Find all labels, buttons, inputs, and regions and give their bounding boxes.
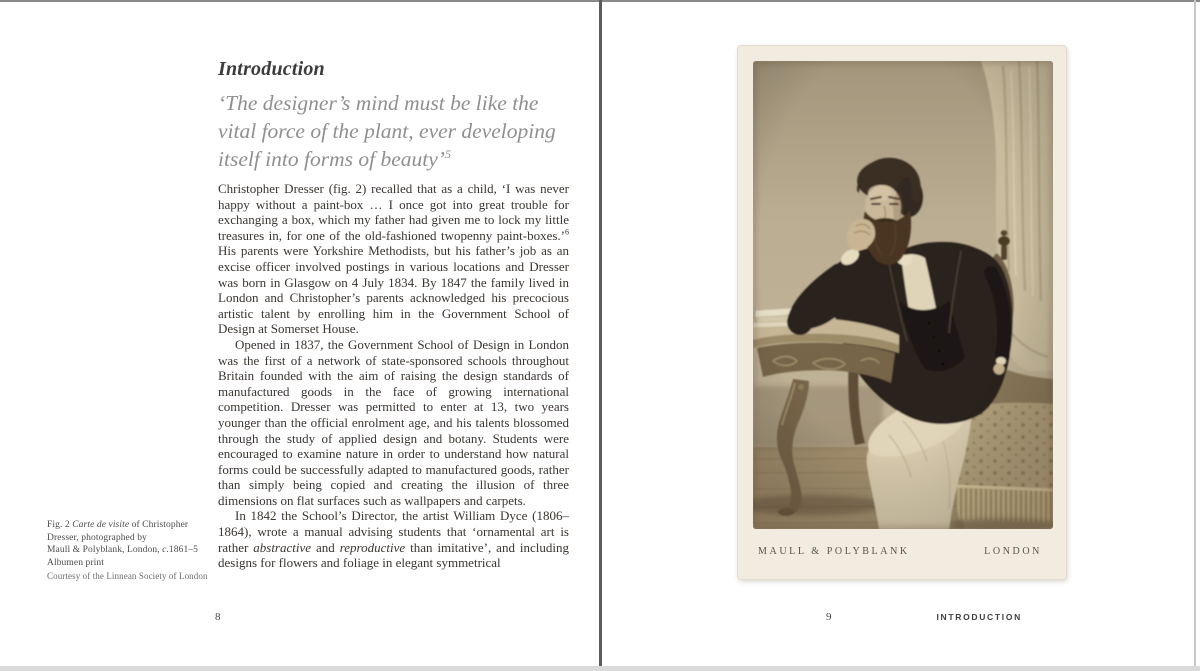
scan-bottom-edge [0,666,1200,671]
caption-text: 1861–5 [168,545,199,556]
running-footer: INTRODUCTION [936,612,1022,622]
caption-italic: c. [162,545,169,556]
carte-de-visite-card [738,46,1066,579]
figure-caption [47,519,217,583]
paragraph: Opened in 1837, the Government School of Design in London was the first of a network of state-sponsored schools throughout Britain founded with the aim of raising the design standards of manufactured goods in the face of growing international competition. Dresser was permitted to enter at 13, two years younger than the official enrolment age, and his talents blossomed through the study of applied design and botany. Students were encouraged to examine nature in order to understand how natural forms could be successfully adapted to manufactured goods, rather than simply being copied and creating the illusion of three dimensions on flat surfaces such as wallpapers and carpets. [218,336,569,508]
caption-text: Fig. 2 [47,520,73,530]
photographer-imprint [758,546,1042,557]
paragraph-text: In 1842 the School’s Director, the artist William Dyce (1806–1864), wrote a manual advising students that ‘ornamental art is rather [218,508,569,555]
page-gutter-line [599,0,602,666]
body-text [218,181,569,571]
italic-term: abstractive [253,539,312,555]
portrait-photo [753,61,1053,529]
quote-line-text: itself into forms of beauty’ [218,147,445,171]
paragraph [218,181,569,337]
caption-line [47,519,217,532]
caption-line: Dresser, photographed by [47,532,147,543]
caption-italic: Carte de visite [72,520,130,530]
imprint-city: LONDON [984,546,1042,557]
paragraph-text: His parents were Yorkshire Methodists, but his father’s job as an excise officer involved postings in various locations and Dresser was born in Glasgow on 4 July 1834. By 1847 the family lived in London and Christopher’s parents acknowledged his precocious artistic talent by enrolling him in the Government School of Design at Somerset House. [218,243,569,337]
caption-text: of Christopher [129,520,189,530]
section-heading: Introduction [218,58,325,80]
paragraph-text: than imitative’, and including designs for flowers and foliage in elegant symmetrical [218,539,569,571]
quote-line [218,145,598,173]
page-number-right: 9 [826,611,832,623]
italic-term: reproductive [339,539,406,555]
quote-line: ‘The designer’s mind must be like the [218,91,539,115]
quote-footnote-ref: 5 [444,146,451,161]
paragraph [218,508,569,570]
paragraph-text: and [311,539,340,555]
caption-credit-line: Courtesy of the Linnean Society of London [47,571,208,582]
imprint-studio: MAULL & POLYBLANK [758,546,910,557]
caption-line: Albumen print [47,557,104,568]
page-number-left: 8 [215,611,221,623]
epigraph-quote [218,89,598,173]
portrait-photo-illustration [753,61,1053,529]
quote-line: vital force of the plant, ever developing [218,119,556,143]
footnote-ref: 6 [565,227,569,237]
caption-line [47,544,217,557]
scan-right-edge [1194,0,1196,666]
caption-text: Maull & Polyblank, London, [47,545,163,556]
paragraph-text: Christopher Dresser (fig. 2) recalled that as a child, ‘I was never happy without a paint-box … I once got into great trouble for exchanging a box, which my father had given me to lock my little treasures in, for one of the old-fashioned twopenny paint-boxes.’ [218,181,569,243]
